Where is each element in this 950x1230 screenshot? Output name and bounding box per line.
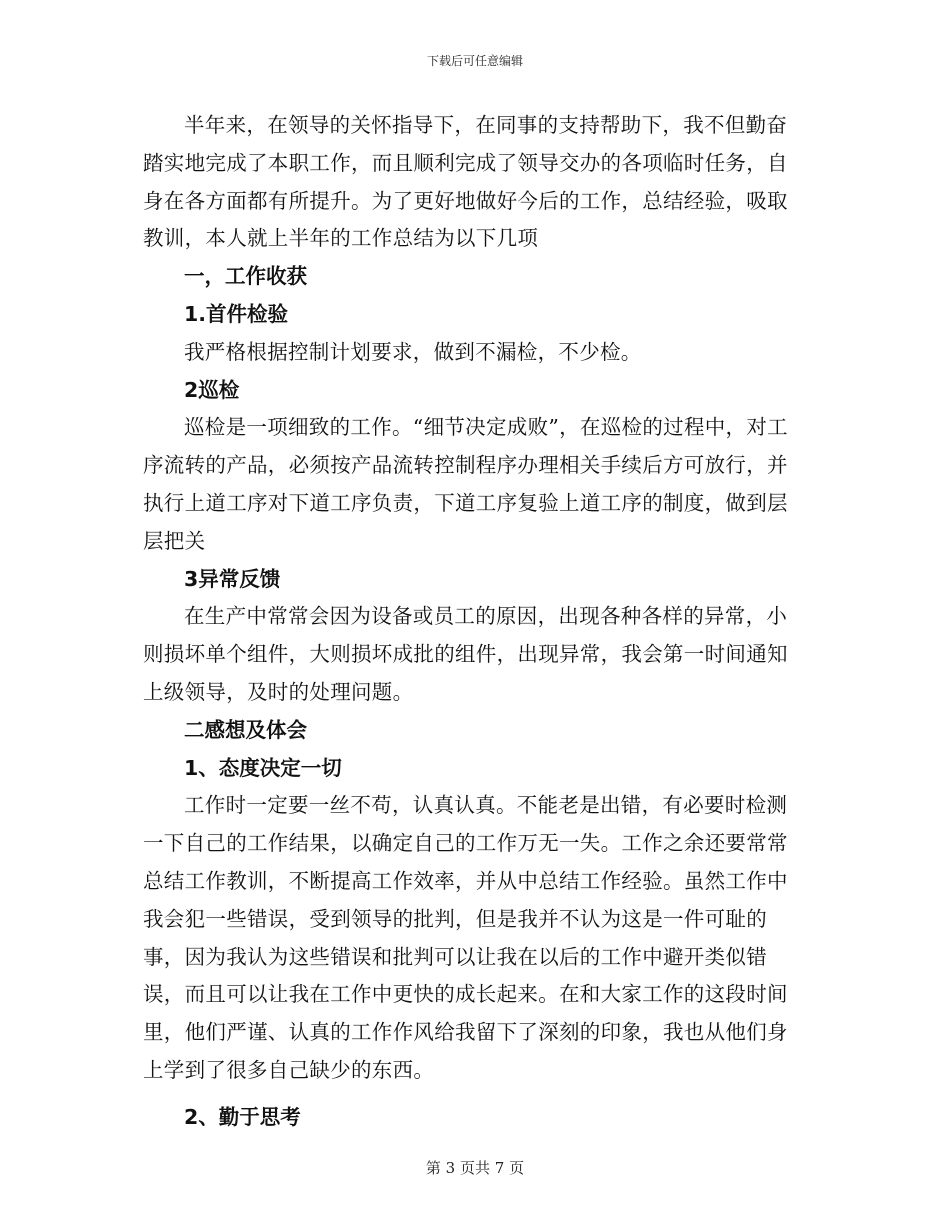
spacer (143, 1090, 803, 1099)
subsection-heading-2-1: 1、态度决定一切 (184, 755, 342, 780)
subsection-heading-1-3: 3异常反馈 (184, 566, 281, 591)
subsection-text-2-1: 工作时一定要一丝不苟，认真认真。不能老是出错，有必要时检测一下自己的工作结果，以确定自己的工作万无一失。工作之余还要常常总结工作教训，不断提高工作效率，并从中总结工作经验。虽然工作中我会犯一些错误，受到领导的批判，但是我并不认为这是一件可耻的事，因为我认为这些错误和批判可以让我在以后的工作中避开类似错误，而且可以让我在工作中更快的成长起来。在和大家工作的这段时间里，他们严谨、认真的工作作风给我留下了深刻的印象，我也从他们身上学到了很多自己缺少的东西。 (143, 793, 788, 1082)
page-header: 下载后可任意编辑 (426, 54, 523, 68)
document-body (143, 107, 803, 1137)
subsection-heading-1-2: 2巡检 (184, 377, 240, 402)
subsection-text-1-3: 在生产中常常会因为设备或员工的原因，出现各种各样的异常，小则损坏单个组件，大则损坏成批的组件，出现异常，我会第一时间通知上级领导，及时的处理问题。 (143, 604, 788, 704)
page-number: 第 3 页共 7 页 (425, 1159, 525, 1177)
subsection-text-1-2: 巡检是一项细致的工作。“细节决定成败”，在巡检的过程中，对工序流转的产品，必须按产品流转控制程序办理相关手续后方可放行，并执行上道工序对下道工序负责，下道工序复验上道工序的制度，做到层层把关 (143, 415, 788, 553)
subsection-heading-2-2: 2、勤于思考 (184, 1104, 301, 1129)
section-heading-2: 二感想及体会 (184, 717, 307, 742)
subsection-heading-1-1: 1.首件检验 (184, 301, 289, 326)
subsection-text-1-1: 我严格根据控制计划要求，做到不漏检，不少检。 (184, 339, 642, 364)
intro-paragraph: 半年来，在领导的关怀指导下，在同事的支持帮助下，我不但勤奋踏实地完成了本职工作，而且顺利完成了领导交办的各项临时任务，自身在各方面都有所提升。为了更好地做好今后的工作，总结经验，吸取教训，本人就上半年的工作总结为以下几项 (143, 113, 788, 251)
section-heading-1: 一，工作收获 (184, 264, 307, 289)
